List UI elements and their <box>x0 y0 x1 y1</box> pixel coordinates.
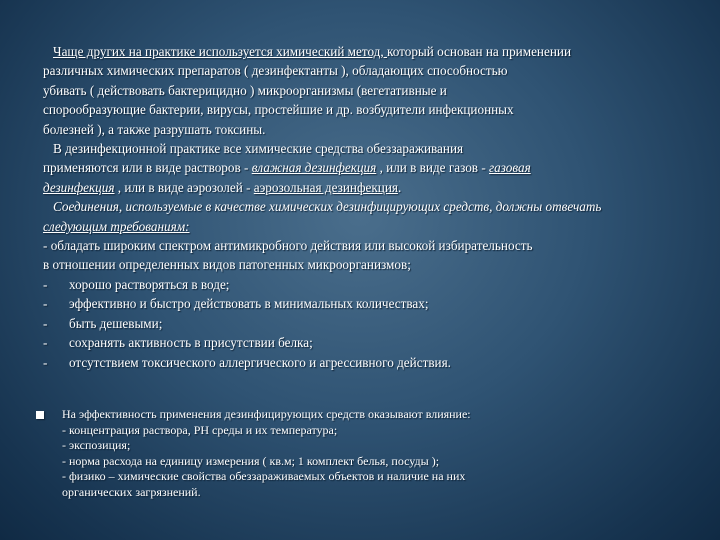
factors-bullet <box>36 407 676 500</box>
para2-line2c: , или в виде газов - <box>376 160 490 176</box>
requirement-text: сохранять активность в присутствии белка; <box>69 335 313 351</box>
factors-line4: - норма расхода на единицу измерения ( кв.м; 1 комплект белья, посуды ); <box>62 453 440 468</box>
gas-disinfection-1: газовая <box>489 160 531 176</box>
requirement-item <box>43 314 720 333</box>
requirements-line1: - обладать широким спектром антимикробного действия или высокой избирательность <box>43 238 533 254</box>
factors-line6: органических загрязнений. <box>62 484 201 499</box>
dash: - <box>43 335 48 351</box>
dash: - <box>43 296 48 312</box>
requirements-line2: в отношении определенных видов патогенных микроорганизмов; <box>43 257 411 273</box>
wet-disinfection: влажная дезинфекция <box>251 160 377 176</box>
requirement-text: отсутствием токсического аллергического и агрессивного действия. <box>69 354 451 370</box>
dash: - <box>43 315 48 331</box>
gas-disinfection-2: дезинфекция <box>43 179 115 195</box>
main-text <box>43 42 720 372</box>
requirement-item <box>43 353 720 372</box>
factors-line1: На эффективность применения дезинфицирующих средств оказывают влияние: <box>62 407 471 421</box>
factors-line5: - физико – химические свойства обеззараживаемых объектов и наличие на них <box>62 469 466 483</box>
para2-line3d: . <box>397 179 402 195</box>
requirement-text: эффективно и быстро действовать в минимальных количествах; <box>69 296 429 312</box>
para1-line1-rest: который основан на применении <box>386 44 572 59</box>
para3-line2: следующим требованиям: <box>43 218 190 234</box>
para2-line1: В дезинфекционной практике все химические средства обеззараживания <box>53 141 464 157</box>
dash: - <box>43 354 48 370</box>
requirement-item <box>43 294 720 313</box>
requirement-text: хорошо растворяться в воде; <box>69 276 230 292</box>
para2-line3b: , или в виде аэрозолей - <box>114 179 254 195</box>
requirement-item <box>43 333 720 352</box>
para1-line2: различных химических препаратов ( дезинфектанты ), обладающих способностью <box>43 63 508 79</box>
requirement-text: быть дешевыми; <box>69 315 163 331</box>
chemical-method-intro: Чаще других на практике используется химический метод, <box>53 44 387 59</box>
dash: - <box>43 276 48 292</box>
para1-line1 <box>43 42 720 61</box>
para2-line2a: применяются или в виде растворов - <box>43 160 252 176</box>
para1-line5: болезней ), а также разрушать токсины. <box>43 121 266 137</box>
square-bullet-icon <box>36 411 44 419</box>
para3-line1: Соединения, используемые в качестве химических дезинфицирующих средств, должны отвечать <box>53 199 602 215</box>
requirement-item <box>43 275 720 294</box>
aerosol-disinfection: аэрозольная дезинфекция <box>253 179 398 195</box>
para1-line4: спорообразующие бактерии, вирусы, простейшие и др. возбудители инфекционных <box>43 102 514 118</box>
para1-line3: убивать ( действовать бактерицидно ) микроорганизмы (вегетативные и <box>43 82 447 98</box>
factors-line3: - экспозиция; <box>62 438 131 452</box>
factors-line2: - концентрация раствора, РН среды и их температура; <box>62 422 338 437</box>
factors-text <box>62 407 471 500</box>
para2-line2 <box>43 158 720 177</box>
para2-line3 <box>43 178 720 197</box>
